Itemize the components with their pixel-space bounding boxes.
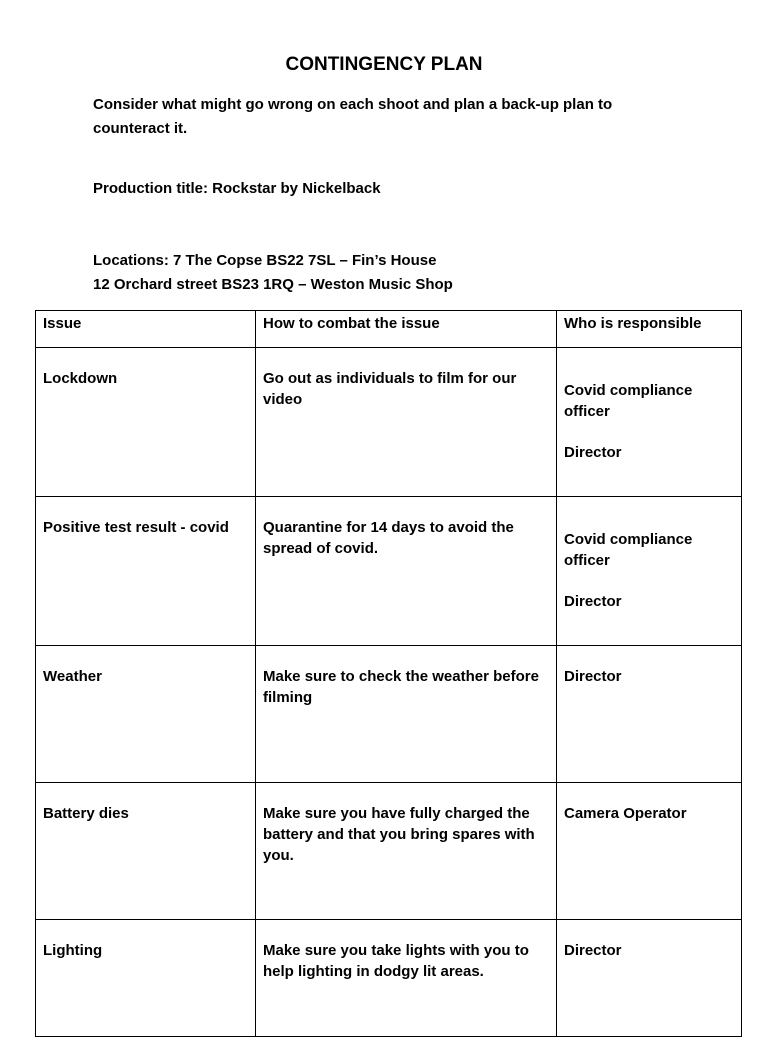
locations-line-1: Locations: 7 The Copse BS22 7SL – Fin’s House [93, 252, 437, 269]
responsible-cell: Director [557, 646, 742, 783]
intro-text-line-2: counteract it. [93, 120, 188, 137]
header-responsible: Who is responsible [557, 311, 742, 348]
responsible-entry: Covid compliance officer [564, 382, 693, 420]
issue-cell: Battery dies [36, 783, 256, 920]
issue-cell: Positive test result - covid [36, 497, 256, 646]
issue-cell: Weather [36, 646, 256, 783]
intro-text-line-1: Consider what might go wrong on each shoot and plan a back-up plan to [93, 96, 613, 113]
issue-cell: Lighting [36, 920, 256, 1037]
table-row [36, 646, 742, 783]
table-row [36, 783, 742, 920]
combat-cell: Make sure you take lights with you to help lighting in dodgy lit areas. [256, 920, 557, 1037]
combat-cell: Quarantine for 14 days to avoid the spread of covid. [256, 497, 557, 646]
header-issue: Issue [36, 311, 256, 348]
table-row [36, 497, 742, 646]
combat-cell: Make sure you have fully charged the battery and that you bring spares with you. [256, 783, 557, 920]
issue-cell: Lockdown [36, 348, 256, 497]
table-header-row [36, 311, 742, 348]
header-combat: How to combat the issue [256, 311, 557, 348]
responsible-entry: Director [564, 593, 622, 610]
combat-cell: Go out as individuals to film for our video [256, 348, 557, 497]
responsible-cell: Camera Operator [557, 783, 742, 920]
responsible-cell [557, 497, 742, 646]
locations-line-2: 12 Orchard street BS23 1RQ – Weston Music Shop [93, 276, 453, 293]
combat-cell: Make sure to check the weather before filming [256, 646, 557, 783]
responsible-entry: Covid compliance officer [564, 531, 693, 569]
table-row [36, 920, 742, 1037]
responsible-cell [557, 348, 742, 497]
responsible-cell: Director [557, 920, 742, 1037]
table-row [36, 348, 742, 497]
contingency-table [35, 310, 742, 1037]
production-title: Production title: Rockstar by Nickelback [93, 180, 381, 197]
responsible-entry: Director [564, 444, 622, 461]
page-title: CONTINGENCY PLAN [285, 54, 483, 75]
